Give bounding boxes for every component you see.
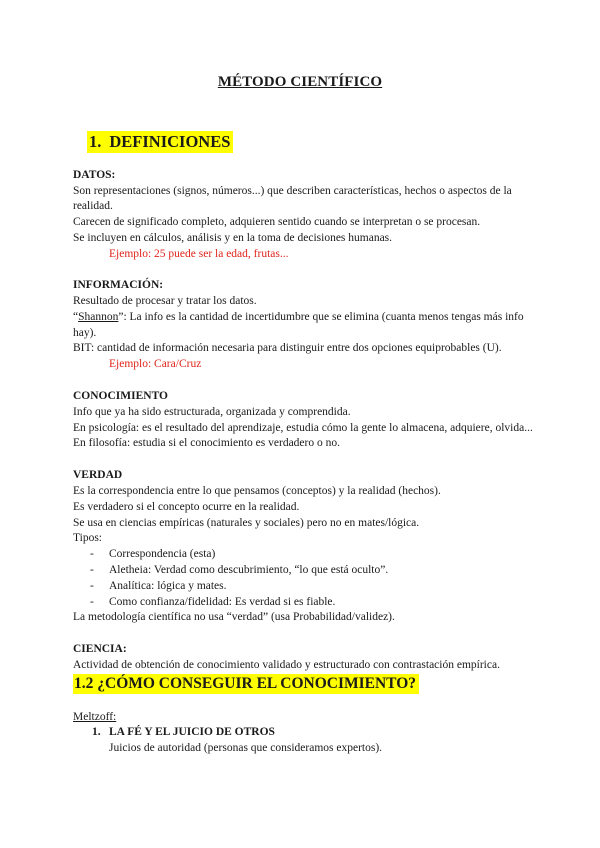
list-bullet: - [90,596,94,608]
list-bullet: - [90,564,94,576]
section-number: 1. [89,132,102,151]
list-item: Como confianza/fidelidad: Es verdad si es fiable. [109,596,336,608]
numbered-item-description: Juicios de autoridad (personas que consideramos expertos). [109,742,383,754]
list-item: Aletheia: Verdad como descubrimiento, “lo que está oculto”. [109,564,389,576]
verdad-paragraph-4: La metodología científica no usa “verdad” (usa Probabilidad/validez). [73,611,395,623]
datos-paragraph-1b: realidad. [73,200,113,212]
section-heading-definiciones [87,131,233,153]
conocimiento-heading: CONOCIMIENTO [73,390,168,402]
numbered-item-title: LA FÉ Y EL JUICIO DE OTROS [109,726,275,738]
conocimiento-paragraph-3: En filosofía: estudia si el conocimiento es verdadero o no. [73,437,340,449]
conocimiento-paragraph-2: En psicología: es el resultado del aprendizaje, estudia cómo la gente lo almacena, adquiere, olvida... [73,422,533,434]
informacion-example: Ejemplo: Cara/Cruz [109,358,202,370]
datos-paragraph-1a: Son representaciones (signos, números...) que describen características, hechos o aspectos de la [73,185,512,197]
verdad-paragraph-3: Se usa en ciencias empíricas (naturales y sociales) pero no en mates/lógica. [73,517,420,529]
informacion-heading: INFORMACIÓN: [73,279,164,291]
page-title: MÉTODO CIENTÍFICO [217,74,383,90]
ciencia-heading: CIENCIA: [73,643,127,655]
datos-example: Ejemplo: 25 puede ser la edad, frutas... [109,248,289,260]
open-quote: “ [73,311,79,323]
verdad-heading: VERDAD [73,469,123,481]
numbered-item-number: 1. [92,726,101,738]
datos-paragraph-3: Se incluyen en cálculos, análisis y en la toma de decisiones humanas. [73,232,393,244]
conocimiento-paragraph-1: Info que ya ha sido estructurada, organizada y comprendida. [73,406,351,418]
informacion-shannon [73,310,524,325]
informacion-paragraph-1: Resultado de procesar y tratar los datos. [73,295,257,307]
datos-paragraph-2: Carecen de significado completo, adquieren sentido cuando se interpretan o se procesan. [73,216,481,228]
list-item: Correspondencia (esta) [109,548,216,560]
verdad-paragraph-1: Es la correspondencia entre lo que pensamos (conceptos) y la realidad (hechos). [73,485,441,497]
informacion-bit: BIT: cantidad de información necesaria para distinguir entre dos opciones equiprobables (U). [73,342,502,354]
verdad-tipos: Tipos: [73,532,102,544]
list-bullet: - [90,548,94,560]
meltzoff-label: Meltzoff: [73,711,117,723]
section-heading-como-conseguir: 1.2 ¿CÓMO CONSEGUIR EL CONOCIMIENTO? [73,674,419,694]
list-bullet: - [90,580,94,592]
informacion-shannon-cont: hay). [73,327,97,339]
shannon-name: Shannon [78,311,119,323]
ciencia-paragraph-1: Actividad de obtención de conocimiento validado y estructurado con contrastación empírica. [73,659,500,671]
verdad-paragraph-2: Es verdadero si el concepto ocurre en la realidad. [73,501,300,513]
list-item: Analítica: lógica y mates. [109,580,227,592]
datos-heading: DATOS: [73,169,116,181]
shannon-definition: ”: La info es la cantidad de incertidumbre que se elimina (cuanta menos tengas más info [118,311,524,323]
section-label: DEFINICIONES [109,132,231,151]
